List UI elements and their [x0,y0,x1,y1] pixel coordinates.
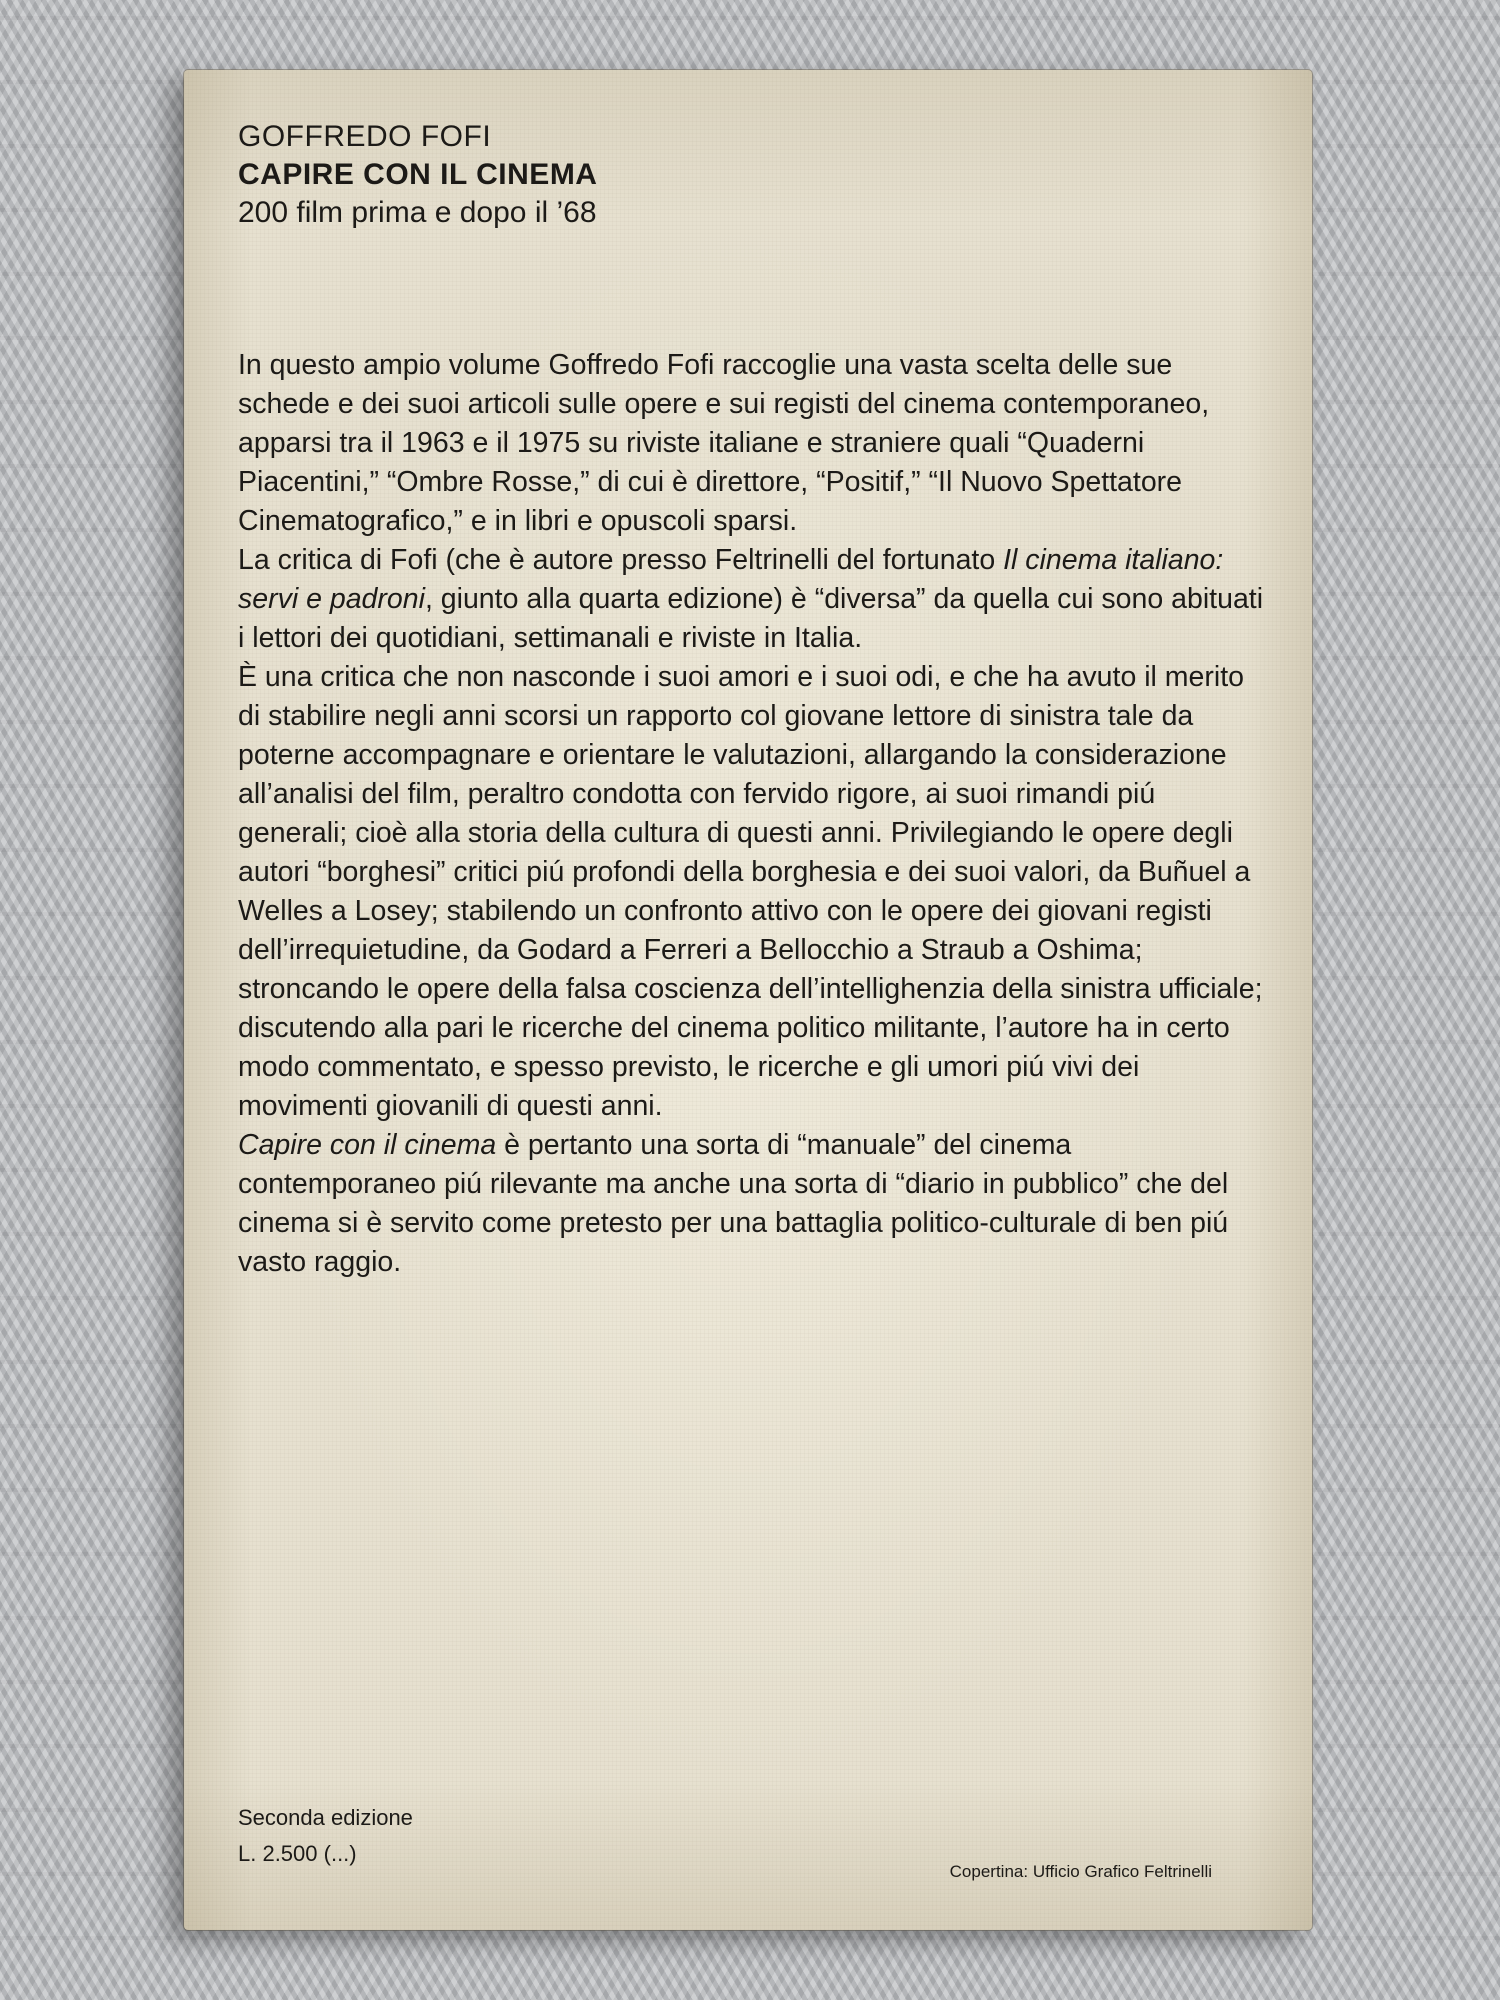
book-title: CAPIRE CON IL CINEMA [238,158,598,191]
book-subtitle: 200 film prima e dopo il ’68 [238,196,597,229]
price-label: L. 2.500 (...) [238,1841,357,1866]
book-title-italic: Capire con il cinema [238,1129,497,1161]
cited-book-title: Il cinema italiano: servi e padroni [238,544,1224,615]
cover-credit: Copertina: Ufficio Grafico Feltrinelli [949,1862,1212,1881]
blurb-text [238,346,1268,1282]
book-back-cover [184,70,1312,1930]
blurb-paragraph-4 [238,1126,1268,1282]
edition-info [238,1800,413,1872]
blurb-paragraph-2 [238,541,1268,658]
edition-label: Seconda edizione [238,1805,413,1830]
blurb-paragraph-2-text-b: , giunto alla quarta edizione) è “diversa” da quella cui sono abituati i lettori dei quotidiani, settimanali e riviste in Italia. [238,583,1264,654]
blurb-paragraph-2-text-a: La critica di Fofi (che è autore presso Feltrinelli del fortunato [238,544,1004,576]
blurb-paragraph-1: In questo ampio volume Goffredo Fofi raccoglie una vasta scelta delle sue schede e dei suoi articoli sulle opere e sui registi del cinema contemporaneo, apparsi tra il 1963 e il 1975 su riviste italiane e straniere quali “Quaderni Piacentini,” “Ombre Rosse,” di cui è direttore, “Positif,” “Il Nuovo Spettatore Cinematografico,” e in libri e opuscoli sparsi. [238,349,1210,537]
blurb-paragraph-4-text: è pertanto una sorta di “manuale” del cinema contemporaneo piú rilevante ma anche una sorta di “diario in pubblico” che del cinema si è servito come pretesto per una battaglia politico-culturale di ben piú vasto raggio. [238,1129,1229,1278]
author-name: GOFFREDO FOFI [238,120,492,153]
header [238,118,1238,232]
blurb-paragraph-3: È una critica che non nasconde i suoi amori e i suoi odi, e che ha avuto il merito di stabilire negli anni scorsi un rapporto col giovane lettore di sinistra tale da poterne accompagnare e orientare le valutazioni, allargando la considerazione all’analisi del film, peraltro condotta con fervido rigore, ai suoi rimandi piú generali; cioè alla storia della cultura di questi anni. Privilegiando le opere degli autori “borghesi” critici piú profondi della borghesia e dei suoi valori, da Buñuel a Welles a Losey; stabilendo un confronto attivo con le opere dei giovani registi dell’irrequietudine, da Godard a Ferreri a Bellocchio a Straub a Oshima; stroncando le opere della falsa coscienza dell’intellighenzia della sinistra ufficiale; discutendo alla pari le ricerche del cinema politico militante, l’autore ha in certo modo commentato, e spesso previsto, le ricerche e gli umori piú vivi dei movimenti giovanili di questi anni. [238,661,1263,1122]
